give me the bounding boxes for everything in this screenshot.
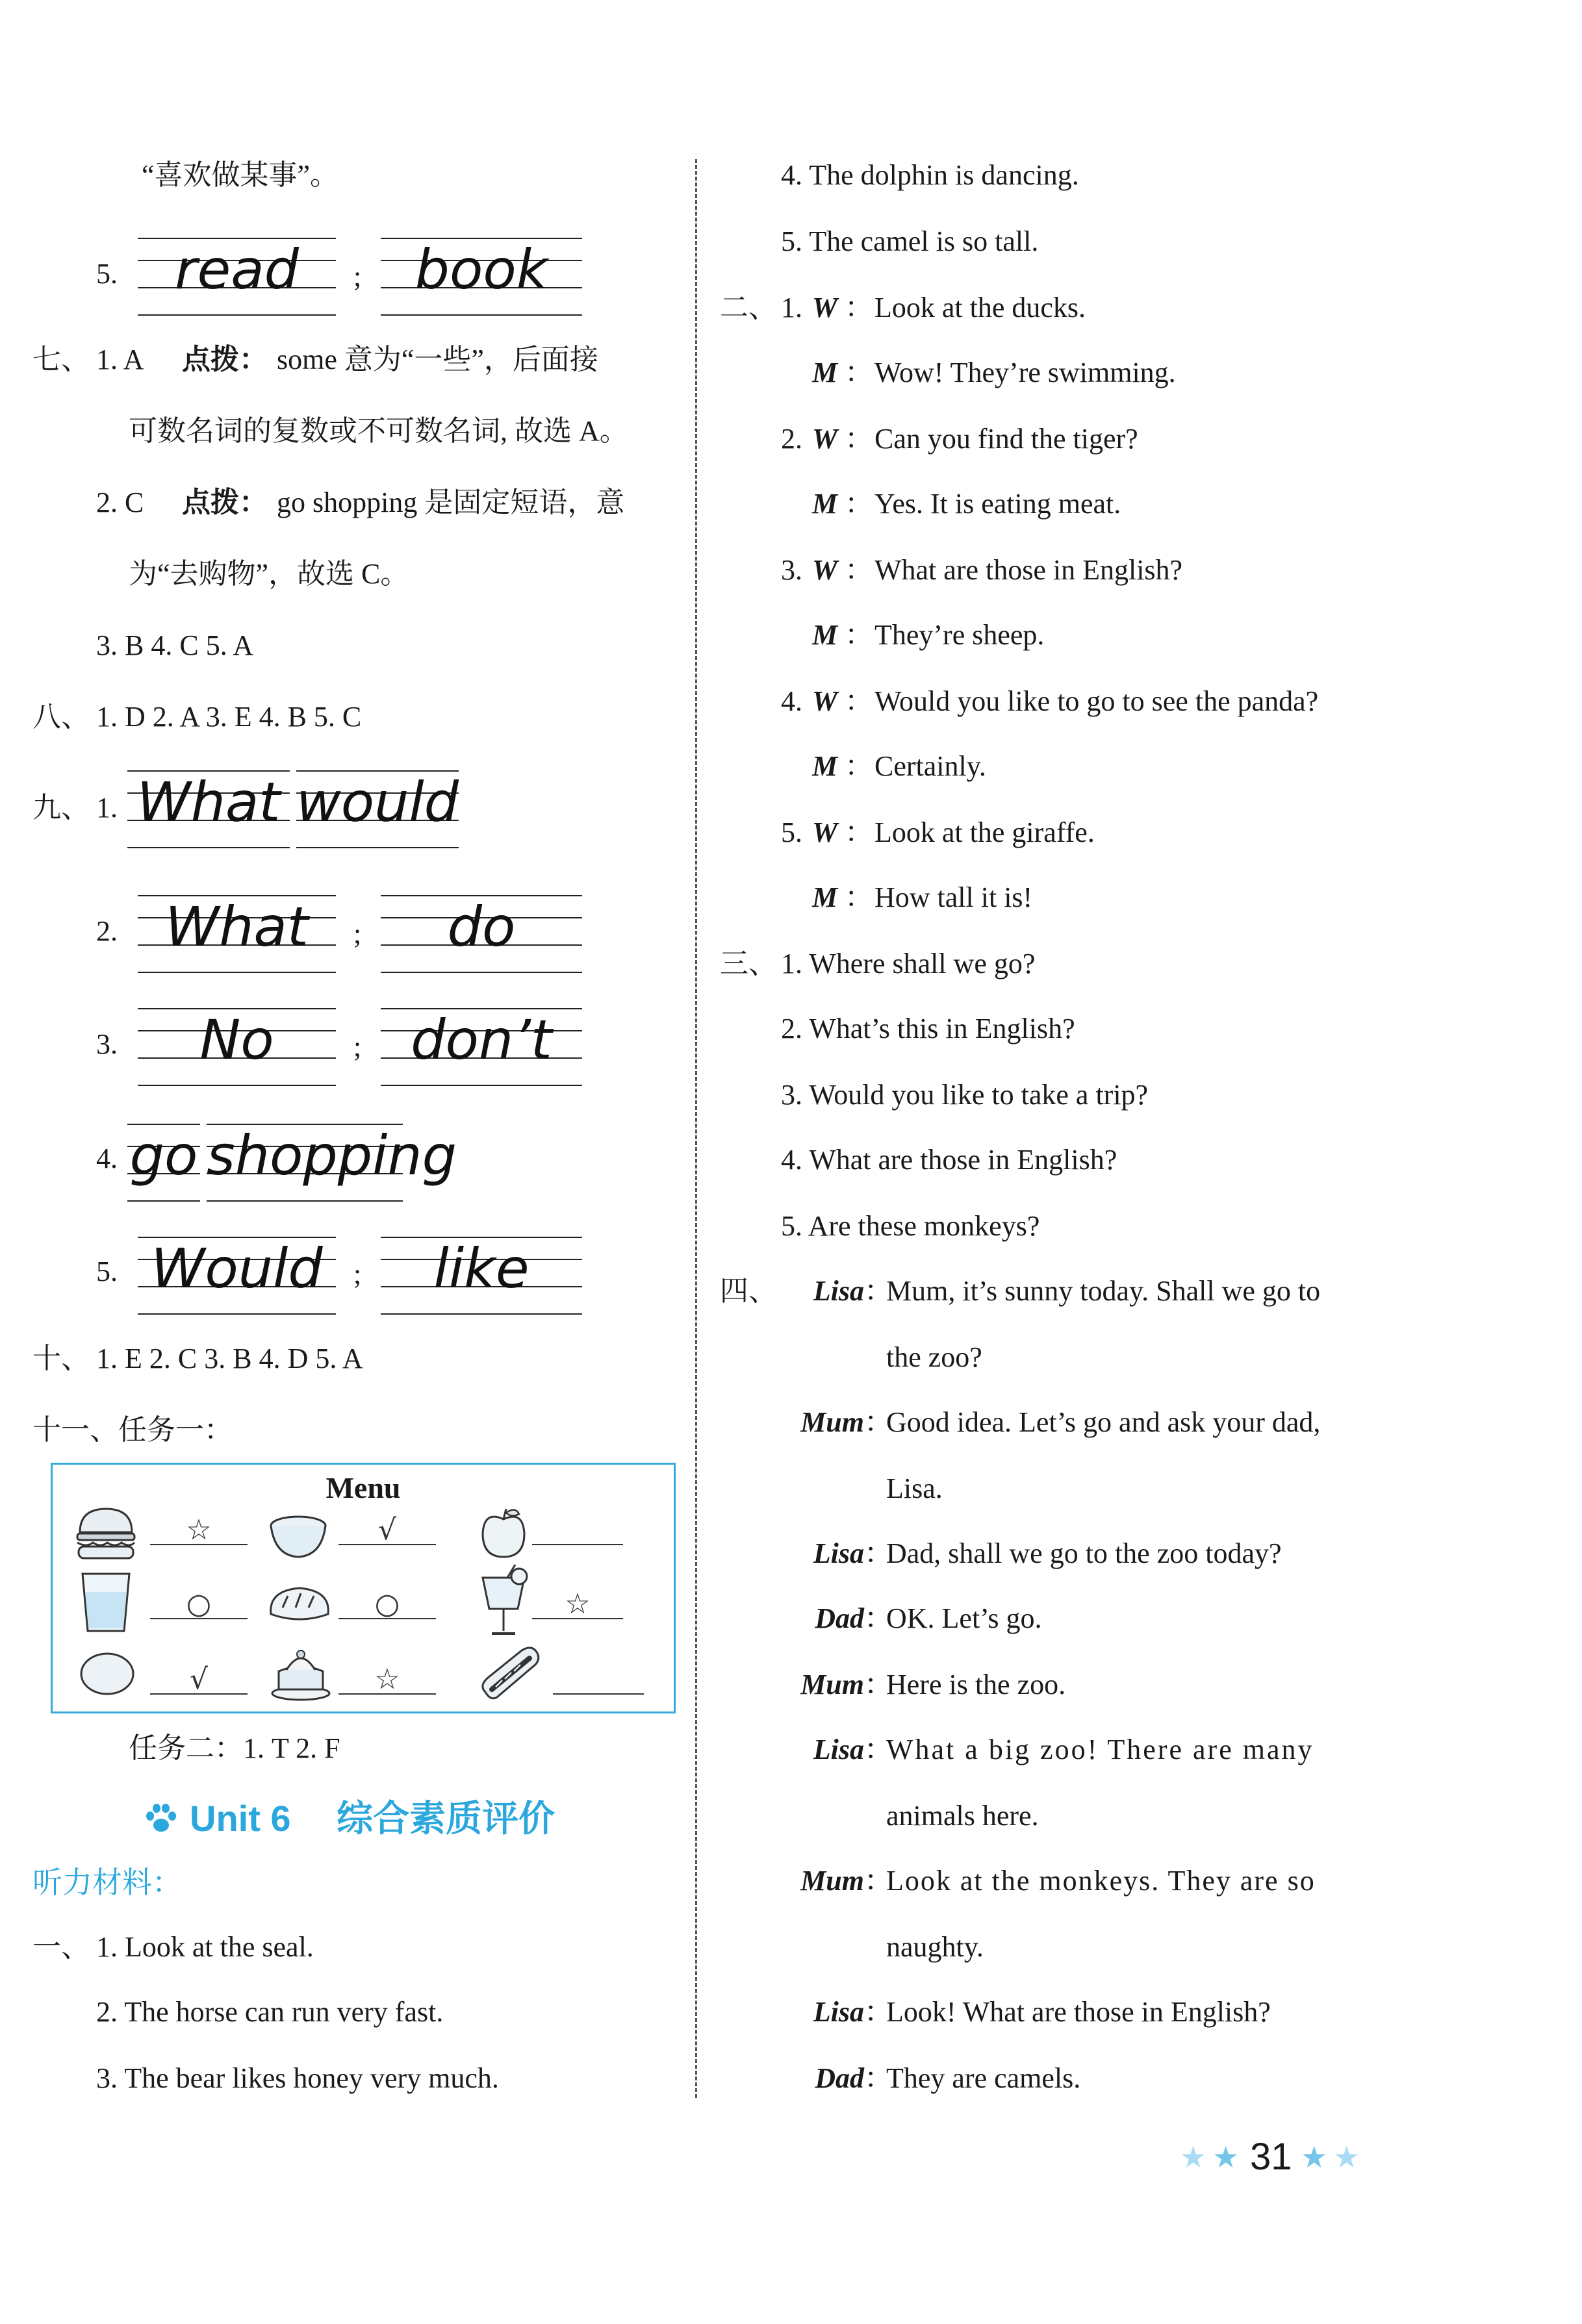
cake-icon [270, 1644, 332, 1702]
dialogue-line: Would you like to go to see the panda? [874, 685, 1319, 717]
handwritten-answer: don’t [411, 1008, 552, 1072]
handwriting-blank [138, 1008, 336, 1085]
hint-text: go shopping 是固定短语，意 [277, 486, 625, 518]
speaker-m: M [812, 881, 838, 913]
section-label: 八、 [32, 701, 90, 733]
handwritten-answer: What [136, 770, 281, 834]
rice-bowl-icon [267, 1510, 329, 1562]
apple-icon [478, 1505, 529, 1561]
answer-row: 1. D 2. A 3. E 4. B 5. C [96, 701, 362, 733]
speaker-m: M [812, 488, 838, 520]
listening-item: 2. What’s this in English? [781, 1013, 1075, 1044]
dialogue-line: the zoo? [886, 1341, 982, 1373]
section-label: 三、 [720, 948, 777, 979]
bread-icon [266, 1582, 333, 1627]
dialogue-line: Look at the giraffe. [874, 816, 1095, 848]
dialogue-line: How tall it is! [874, 881, 1033, 913]
dialogue-number: 5. [781, 816, 802, 848]
menu-mark: √ [189, 1663, 209, 1696]
section-label: 七、 [32, 344, 90, 375]
section-label: 一、 [32, 1931, 90, 1963]
question-number: 5. [96, 1256, 118, 1287]
dialogue-line: They’re sheep. [874, 619, 1045, 651]
dialogue-number: 3. [781, 554, 802, 586]
listening-item: 4. The dolphin is dancing. [781, 159, 1079, 191]
question-number: 3. [96, 1028, 118, 1060]
handwriting-blank [127, 1124, 200, 1200]
listening-item: 3. Would you like to take a trip? [781, 1079, 1149, 1111]
speaker: Mum [800, 1669, 864, 1700]
quote-line: “喜欢做某事”。 [142, 159, 339, 191]
star-icon: ★ [1180, 2140, 1207, 2175]
listening-item: 2. The horse can run very fast. [96, 1996, 444, 2028]
listening-item: 5. The camel is so tall. [781, 225, 1039, 257]
menu-title: Menu [325, 1471, 401, 1504]
listening-label: 听力材料： [32, 1865, 182, 1899]
section-label: 九、 [32, 792, 90, 824]
dialogue-line: Wow! They’re swimming. [874, 357, 1176, 388]
section-label: 十一、任务一： [32, 1414, 233, 1446]
dialogue-line: What are those in English? [874, 554, 1183, 586]
speaker: Lisa [813, 1537, 864, 1569]
unit-subtitle: 综合素质评价 [337, 1798, 555, 1839]
unit-title: Unit 6 [190, 1798, 291, 1839]
page-number: 31 [1250, 2136, 1292, 2178]
dialogue-line: Here is the zoo. [886, 1669, 1066, 1700]
glass-of-water-icon [79, 1570, 133, 1635]
dialogue-number: 2. [781, 423, 802, 455]
question-number: 4. [96, 1143, 118, 1174]
menu-mark: ○ [186, 1587, 212, 1621]
handwritten-answer: shopping [207, 1124, 457, 1187]
hint-label: 点拨： [182, 344, 268, 375]
handwriting-blank [381, 1008, 582, 1085]
column-divider [695, 159, 697, 2098]
handwriting-blank [381, 238, 582, 314]
speaker-w: W [812, 816, 838, 848]
handwriting-blank [207, 1124, 457, 1200]
question-number: 2. [96, 915, 118, 947]
dialogue-line: Can you find the tiger? [874, 423, 1138, 455]
handwritten-answer: Would [151, 1237, 323, 1300]
speaker-w: W [812, 554, 838, 586]
answer: 1. A [96, 344, 144, 375]
question-number: 5. [96, 258, 118, 290]
section-label: 十、 [32, 1343, 90, 1374]
speaker-m: M [812, 357, 838, 388]
handwriting-blank [127, 770, 290, 847]
listening-item: 3. The bear likes honey very much. [96, 2062, 499, 2094]
star-icon: ★ [1212, 2140, 1240, 2175]
hint-text: some 意为“一些”，后面接 [277, 344, 598, 375]
menu-mark: ☆ [374, 1663, 400, 1696]
handwriting-blank [138, 238, 336, 314]
hint-text: 可数名词的复数或不可数名词, 故选 A。 [129, 415, 628, 447]
handwritten-answer: go [129, 1124, 198, 1187]
hint-text: 为“去购物”，故选 C。 [129, 558, 409, 590]
speaker: Lisa [813, 1275, 864, 1307]
dialogue-number: 1. [781, 292, 802, 323]
menu-mark: ☆ [186, 1513, 212, 1547]
dialogue-line: Look at the ducks. [874, 292, 1086, 323]
speaker-m: M [812, 619, 838, 651]
handwritten-answer: do [447, 895, 516, 959]
juice-icon [478, 1563, 529, 1639]
separator: ; [353, 1258, 362, 1290]
handwriting-blank [138, 1237, 336, 1313]
dialogue-line: Yes. It is eating meat. [874, 488, 1121, 520]
answer: 2. C [96, 486, 144, 518]
answer-row: 1. E 2. C 3. B 4. D 5. A [96, 1343, 363, 1374]
listening-item: 1. Where shall we go? [781, 948, 1036, 979]
hint-label: 点拨： [182, 486, 268, 518]
speaker: Dad [815, 2062, 864, 2094]
handwritten-answer: No [199, 1008, 274, 1072]
menu-mark: ☆ [565, 1587, 591, 1621]
handwritten-answer: would [296, 770, 459, 834]
handwritten-answer: like [433, 1237, 529, 1300]
listening-item: 1. Look at the seal. [96, 1931, 314, 1963]
task2-answer: 任务二：1. T 2. F [129, 1732, 340, 1764]
dialogue-line: Lisa. [886, 1472, 943, 1504]
paw-icon [144, 1803, 178, 1834]
dialogue-line: Mum, it’s sunny today. Shall we go to [886, 1275, 1321, 1307]
menu-table [51, 1463, 676, 1713]
hot-dog-icon [476, 1644, 544, 1706]
speaker: Dad [815, 1602, 864, 1634]
handwritten-answer: What [165, 895, 309, 959]
separator: ; [353, 918, 362, 950]
dialogue-line: OK. Let’s go. [886, 1602, 1042, 1634]
speaker: Mum [800, 1865, 864, 1897]
dialogue-line: They are camels. [886, 2062, 1081, 2094]
dialogue-line: Dad, shall we go to the zoo today? [886, 1537, 1282, 1569]
dialogue-line: naughty. [886, 1931, 984, 1963]
dialogue-line: Look at the monkeys. They are so [886, 1865, 1316, 1897]
speaker: Lisa [813, 1996, 864, 2028]
dialogue-number: 4. [781, 685, 802, 717]
question-number: 1. [96, 792, 118, 824]
separator: ; [353, 1031, 362, 1063]
star-icon: ★ [1333, 2140, 1360, 2175]
section-label: 四、 [720, 1275, 777, 1307]
listening-item: 5. Are these monkeys? [781, 1210, 1040, 1242]
listening-item: 4. What are those in English? [781, 1144, 1117, 1176]
dialogue-line: animals here. [886, 1800, 1039, 1832]
answer-row: 3. B 4. C 5. A [96, 629, 254, 661]
menu-mark: ○ [374, 1587, 400, 1621]
section-label: 二、 [720, 292, 777, 323]
menu-mark: √ [377, 1513, 397, 1547]
handwriting-blank [381, 895, 582, 972]
egg-icon [77, 1649, 137, 1699]
speaker-w: W [812, 423, 838, 455]
separator: ; [353, 260, 362, 292]
dialogue-line: Look! What are those in English? [886, 1996, 1271, 2028]
handwriting-blank [138, 895, 336, 972]
dialogue-line: Good idea. Let’s go and ask your dad, [886, 1406, 1321, 1438]
speaker-w: W [812, 685, 838, 717]
handwritten-answer: book [415, 238, 548, 301]
speaker: Mum [800, 1406, 864, 1438]
star-icon: ★ [1301, 2140, 1328, 2175]
speaker: Lisa [813, 1734, 864, 1765]
handwritten-answer: read [174, 238, 299, 301]
speaker-m: M [812, 750, 838, 782]
dialogue-line: Certainly. [874, 750, 986, 782]
speaker-w: W [812, 292, 838, 323]
handwriting-blank [296, 770, 459, 847]
dialogue-line: What a big zoo! There are many [886, 1734, 1314, 1765]
handwriting-blank [381, 1237, 582, 1313]
hamburger-icon [73, 1505, 138, 1563]
